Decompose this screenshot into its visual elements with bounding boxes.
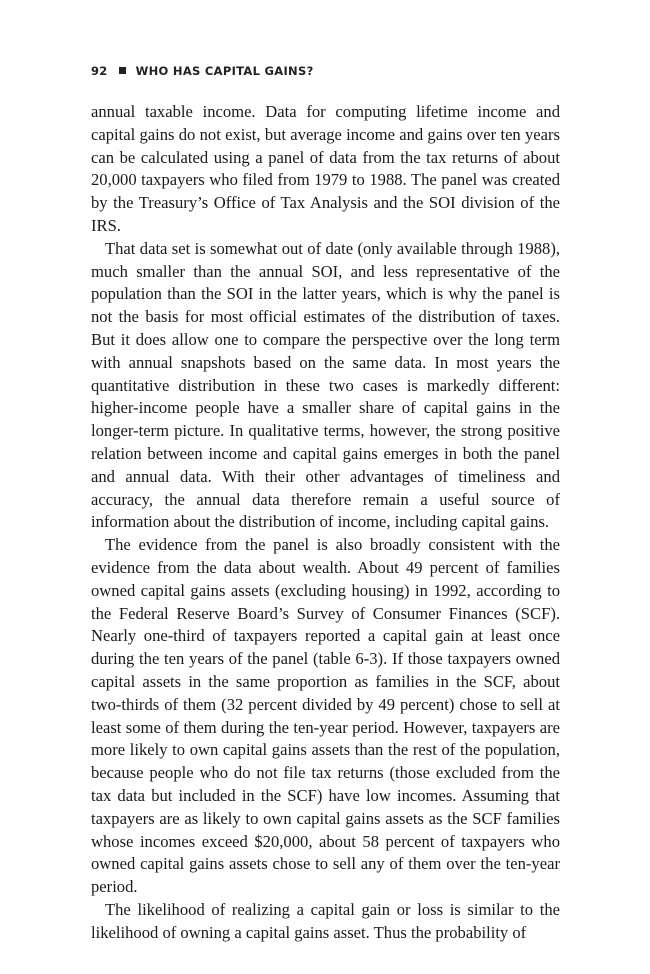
body-text xyxy=(91,101,560,944)
square-bullet-icon xyxy=(119,67,126,74)
running-header xyxy=(91,64,314,78)
page-number: 92 xyxy=(91,64,108,78)
paragraph-3: The evidence from the panel is also broadly consistent with the evidence from the data about wealth. About 49 percent of families owned capital gains assets (excluding housing) in 1992, according to the Federal Reserve Board’s Survey of Consumer Finances (SCF). Nearly one-third of taxpayers reported a capital gain at least once during the ten years of the panel (table 6-3). If those taxpayers owned capital assets in the same proportion as families in the SCF, about two-thirds of them (32 percent divided by 49 percent) chose to sell at least some of them during the ten-year period. However, taxpayers are more likely to own capital gains assets than the rest of the population, because people who do not file tax returns (those excluded from the tax data but included in the SCF) have low incomes. Assuming that taxpayers are as likely to own capital gains assets as the SCF families whose incomes exceed $20,000, about 58 percent of taxpayers who owned capital gains assets chose to sell any of them over the ten-year period. xyxy=(91,535,560,897)
paragraph-4: The likelihood of realizing a capital gain or loss is similar to the likelihood of owning a capital gains asset. Thus the probability of xyxy=(91,899,560,942)
paragraph-2: That data set is somewhat out of date (only available through 1988), much smaller than the annual SOI, and less representative of the population than the SOI in the latter years, which is why the panel is not the basis for most official estimates of the distribution of taxes. But it does allow one to compare the perspective over the long term with annual snapshots based on the same data. In most years the quantitative distribution in these two cases is markedly different: higher-income people have a smaller share of capital gains in the longer-term picture. In qualitative terms, however, the strong positive relation between income and capital gains emerges in both the panel and annual data. With their other advantages of timeliness and accuracy, the annual data therefore remain a useful source of information about the distribution of income, including capital gains. xyxy=(91,238,560,532)
paragraph-1: annual taxable income. Data for computing lifetime income and capital gains do not exist, but average income and gains over ten years can be calculated using a panel of data from the tax returns of about 20,000 taxpayers who filed from 1979 to 1988. The panel was created by the Treasury’s Office of Tax Analysis and the SOI division of the IRS. xyxy=(91,102,560,235)
chapter-title: WHO HAS CAPITAL GAINS? xyxy=(135,64,314,78)
